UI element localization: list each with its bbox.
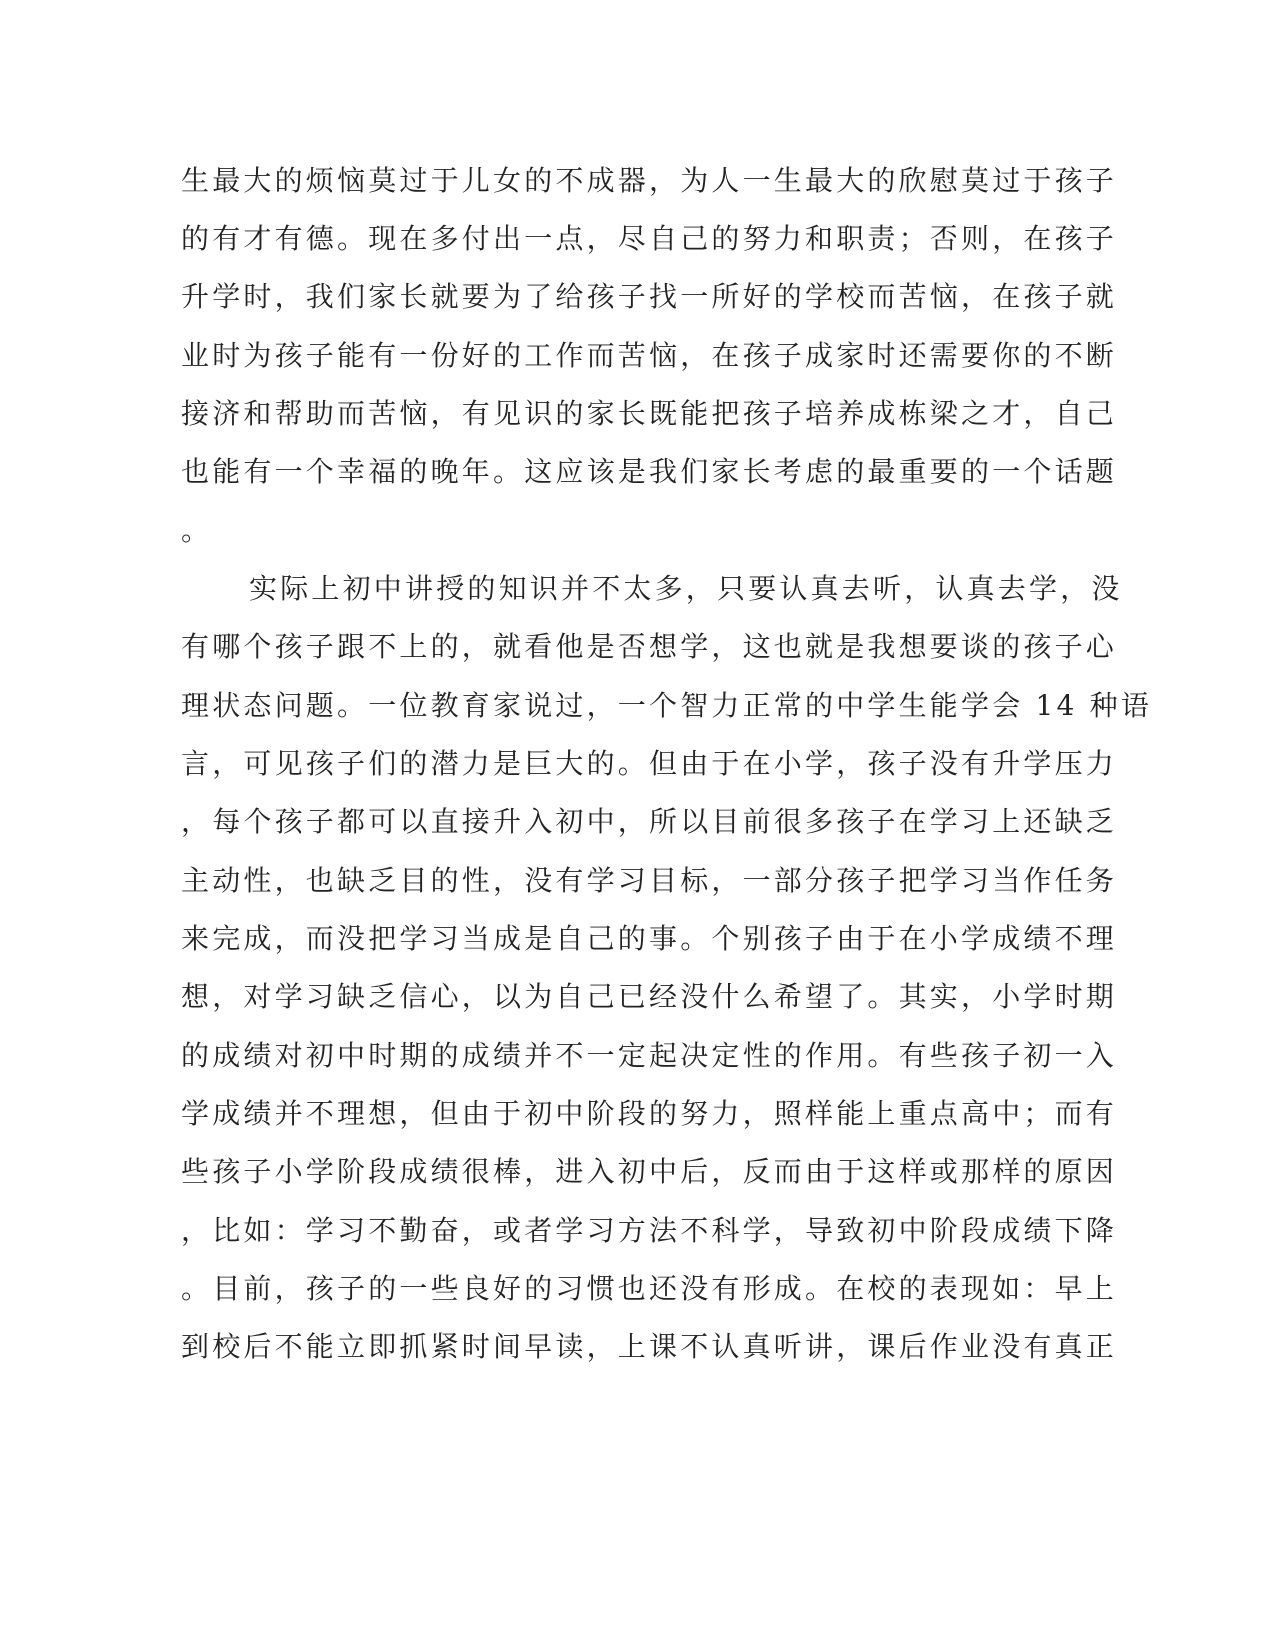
text-line: 接济和帮助而苦恼，有见识的家长既能把孩子培养成栋梁之才，自己 [181,397,1118,430]
text-line: 升学时，我们家长就要为了给孩子找一所好的学校而苦恼，在孩子就 [181,280,1118,313]
text-line: 学成绩并不理想，但由于初中阶段的努力，照样能上重点高中；而有 [181,1097,1118,1130]
text-line: ，比如：学习不勤奋，或者学习方法不科学，导致初中阶段成绩下降 [181,1214,1118,1247]
text-line: 的有才有德。现在多付出一点，尽自己的努力和职责；否则，在孩子 [181,222,1118,255]
text-line: 。 [181,514,213,547]
text-line: 也能有一个幸福的晚年。这应该是我们家长考虑的最重要的一个话题 [181,455,1118,488]
text-line: 有哪个孩子跟不上的，就看他是否想学，这也就是我想要谈的孩子心 [181,630,1118,663]
text-line: 想，对学习缺乏信心，以为自己已经没什么希望了。其实，小学时期 [181,980,1118,1013]
text-line: 言，可见孩子们的潜力是巨大的。但由于在小学，孩子没有升学压力 [181,747,1118,780]
text-line: 理状态问题。一位教育家说过，一个智力正常的中学生能学会 14 种语 [181,689,1153,722]
text-line: 。目前，孩子的一些良好的习惯也还没有形成。在校的表现如：早上 [181,1272,1118,1305]
text-line: 实际上初中讲授的知识并不太多，只要认真去听，认真去学，没 [249,572,1123,605]
text-line: 的成绩对初中时期的成绩并不一定起决定性的作用。有些孩子初一入 [181,1039,1118,1072]
text-line: ，每个孩子都可以直接升入初中，所以目前很多孩子在学习上还缺乏 [181,805,1118,838]
text-line: 些孩子小学阶段成绩很棒，进入初中后，反而由于这样或那样的原因 [181,1155,1118,1188]
text-line: 到校后不能立即抓紧时间早读，上课不认真听讲，课后作业没有真正 [181,1330,1118,1363]
text-line: 主动性，也缺乏目的性，没有学习目标，一部分孩子把学习当作任务 [181,864,1118,897]
text-line: 生最大的烦恼莫过于儿女的不成器，为人一生最大的欣慰莫过于孩子 [181,164,1118,197]
text-line: 来完成，而没把学习当成是自己的事。个别孩子由于在小学成绩不理 [181,922,1118,955]
text-line: 业时为孩子能有一份好的工作而苦恼，在孩子成家时还需要你的不断 [181,339,1118,372]
